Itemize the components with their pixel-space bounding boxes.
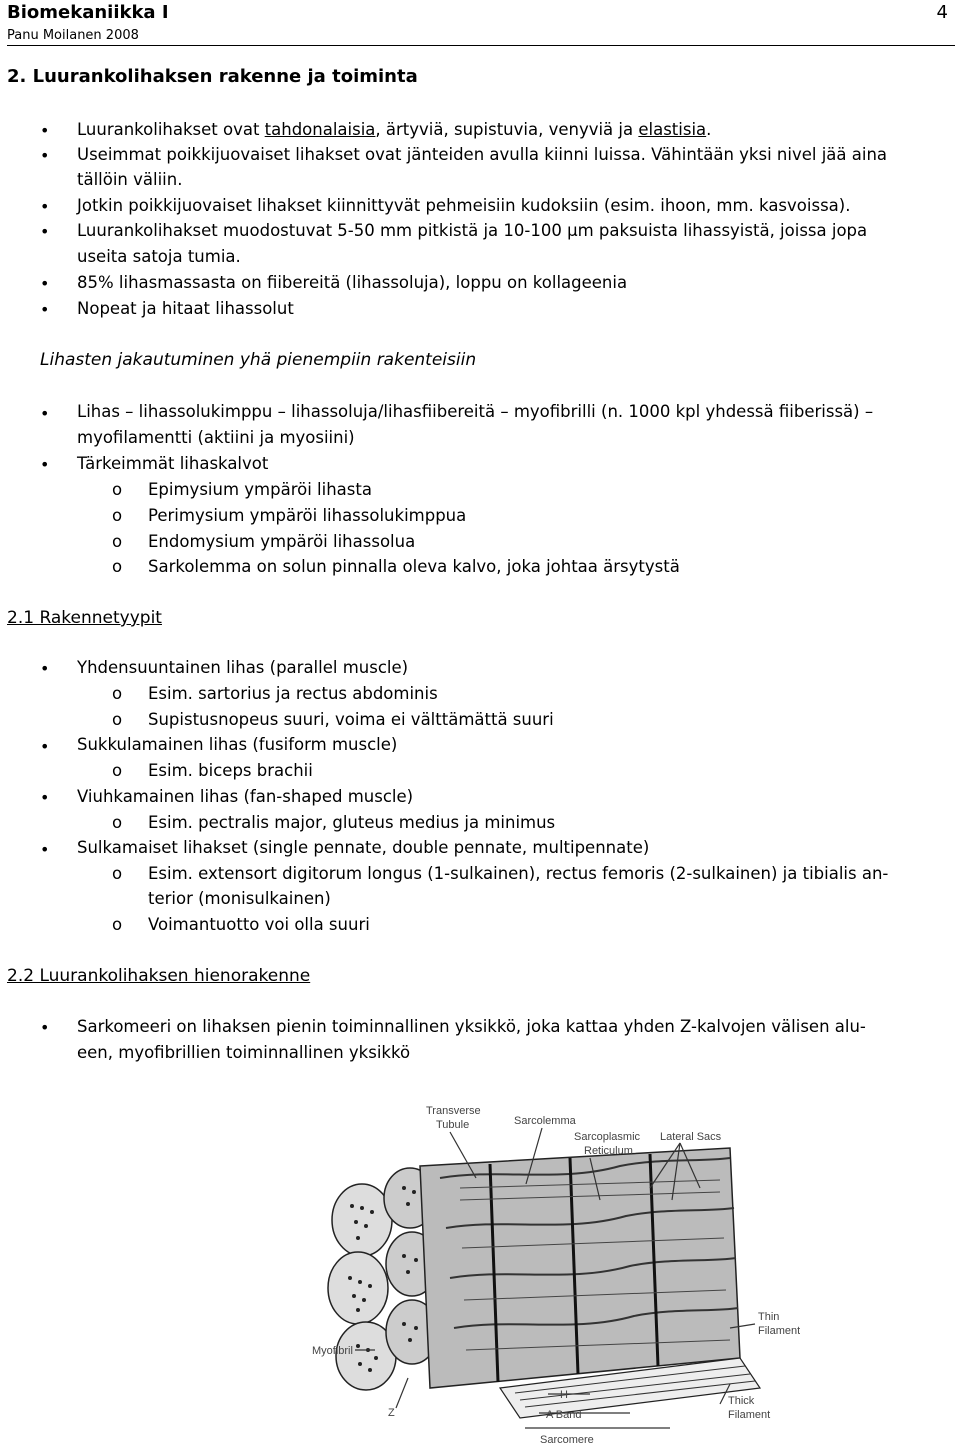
bullet-icon: • (40, 404, 50, 423)
bullet-icon: • (40, 659, 50, 678)
label-tubule: Tubule (436, 1119, 470, 1131)
document-title: Biomekaniikka I (7, 2, 169, 23)
bullet-icon: • (40, 737, 50, 756)
sub-list-item: Perimysium ympäröi lihassolukimppua (148, 506, 467, 525)
list-item: Yhdensuuntainen lihas (parallel muscle) (77, 658, 409, 677)
list-item-continuation: tällöin väliin. (77, 170, 183, 189)
sub-list-item: Esim. sartorius ja rectus abdominis (148, 684, 438, 703)
sub-bullet-icon: o (112, 557, 123, 576)
list-item-continuation: een, myofibrillien toiminnallinen yksikkö (77, 1043, 411, 1062)
bullet-icon: • (40, 197, 50, 216)
sub-bullet-icon: o (112, 684, 123, 703)
label-thick: Thick (728, 1395, 755, 1407)
sub-list-item: Endomysium ympäröi lihassolua (148, 532, 416, 551)
sub-bullet-icon: o (112, 480, 123, 499)
label-thick-filament: Filament (728, 1409, 771, 1421)
list-item: Useimmat poikkijuovaiset lihakset ovat jänteiden avulla kiinni luissa. Vähintään yksi nivel jää aina (77, 145, 888, 164)
sub-list-item: Esim. biceps brachii (148, 761, 313, 780)
section-2-1-heading: 2.1 Rakennetyypit (7, 608, 162, 628)
list-item-continuation: useita satoja tumia. (77, 247, 241, 266)
sub-bullet-icon: o (112, 710, 123, 729)
muscle-fiber-diagram (300, 1088, 800, 1446)
bullet-icon: • (40, 840, 50, 859)
label-lateral-sacs: Lateral Sacs (660, 1131, 722, 1143)
list-item-text: . (706, 120, 712, 139)
list-item: Sarkomeeri on lihaksen pienin toiminnallinen yksikkö, joka kattaa yhden Z-kalvojen välisen alu- (77, 1017, 866, 1036)
label-thin-filament: Filament (758, 1325, 800, 1337)
bullet-icon: • (40, 455, 50, 474)
list-item: Tärkeimmät lihaskalvot (77, 454, 269, 473)
sub-bullet-icon: o (112, 864, 123, 883)
list-item: Jotkin poikkijuovaiset lihakset kiinnittyvät pehmeisiin kudoksiin (esim. ihoon, mm. kasvoissa). (77, 196, 851, 215)
section-2-heading: 2. Luurankolihaksen rakenne ja toiminta (7, 66, 418, 87)
list-item: Sukkulamainen lihas (fusiform muscle) (77, 735, 398, 754)
sub-list-item: Epimysium ympäröi lihasta (148, 480, 372, 499)
label-sarcomere: Sarcomere (540, 1434, 594, 1446)
list-item (77, 120, 711, 139)
bullet-icon: • (40, 146, 50, 165)
list-item-text: Luurankolihakset ovat (77, 120, 265, 139)
label-myofibril: Myofibril (312, 1345, 353, 1357)
list-item: Nopeat ja hitaat lihassolut (77, 299, 294, 318)
bullet-icon: • (40, 300, 50, 319)
label-transverse: Transverse (426, 1105, 481, 1117)
document-author: Panu Moilanen 2008 (7, 28, 139, 43)
italic-subheading: Lihasten jakautuminen yhä pienempiin rakenteisiin (40, 350, 477, 370)
page-number: 4 (936, 2, 948, 23)
label-thin: Thin (758, 1311, 780, 1323)
sub-list-item-continuation: terior (monisulkainen) (148, 889, 331, 908)
bullet-icon: • (40, 222, 50, 241)
sub-list-item: Esim. pectralis major, gluteus medius ja minimus (148, 813, 556, 832)
bullet-icon: • (40, 788, 50, 807)
label-h: H (560, 1389, 568, 1401)
label-a-band: A Band (546, 1409, 582, 1421)
list-item-continuation: myofilamentti (aktiini ja myosiini) (77, 428, 355, 447)
list-item: Lihas – lihassolukimppu – lihassoluja/lihasfiibereitä – myofibrilli (n. 1000 kpl yhdessä fiiberissä) – (77, 402, 874, 421)
list-item: Luurankolihakset muodostuvat 5-50 mm pitkistä ja 10-100 μm paksuista lihassyistä, joissa jopa (77, 221, 868, 240)
sub-bullet-icon: o (112, 506, 123, 525)
sub-list-item: Esim. extensort digitorum longus (1-sulkainen), rectus femoris (2-sulkainen) ja tibialis an- (148, 864, 889, 883)
section-2-2-heading: 2.2 Luurankolihaksen hienorakenne (7, 966, 311, 986)
underlined-term: elastisia (638, 120, 707, 139)
sub-bullet-icon: o (112, 915, 123, 934)
header-divider (7, 45, 955, 46)
sub-bullet-icon: o (112, 761, 123, 780)
bullet-icon: • (40, 1018, 50, 1037)
sub-bullet-icon: o (112, 532, 123, 551)
sub-list-item: Supistusnopeus suuri, voima ei välttämättä suuri (148, 710, 554, 729)
list-item-text: , ärtyviä, supistuvia, venyviä ja (375, 120, 639, 139)
list-item: Viuhkamainen lihas (fan-shaped muscle) (77, 787, 414, 806)
bullet-icon: • (40, 274, 50, 293)
label-sarcoplasmic: Sarcoplasmic (574, 1131, 641, 1143)
bullet-icon: • (40, 121, 50, 140)
underlined-term: tahdonalaisia (264, 120, 376, 139)
sub-list-item: Sarkolemma on solun pinnalla oleva kalvo, joka johtaa ärsytystä (148, 557, 680, 576)
list-item: 85% lihasmassasta on fiibereitä (lihassoluja), loppu on kollageenia (77, 273, 628, 292)
sub-list-item: Voimantuotto voi olla suuri (148, 915, 370, 934)
sarcoplasmic-reticulum-body (420, 1148, 760, 1418)
sub-bullet-icon: o (112, 813, 123, 832)
label-z: Z (388, 1407, 395, 1419)
label-reticulum: Reticulum (584, 1145, 633, 1157)
list-item: Sulkamaiset lihakset (single pennate, double pennate, multipennate) (77, 838, 650, 857)
label-sarcolemma: Sarcolemma (514, 1115, 576, 1127)
